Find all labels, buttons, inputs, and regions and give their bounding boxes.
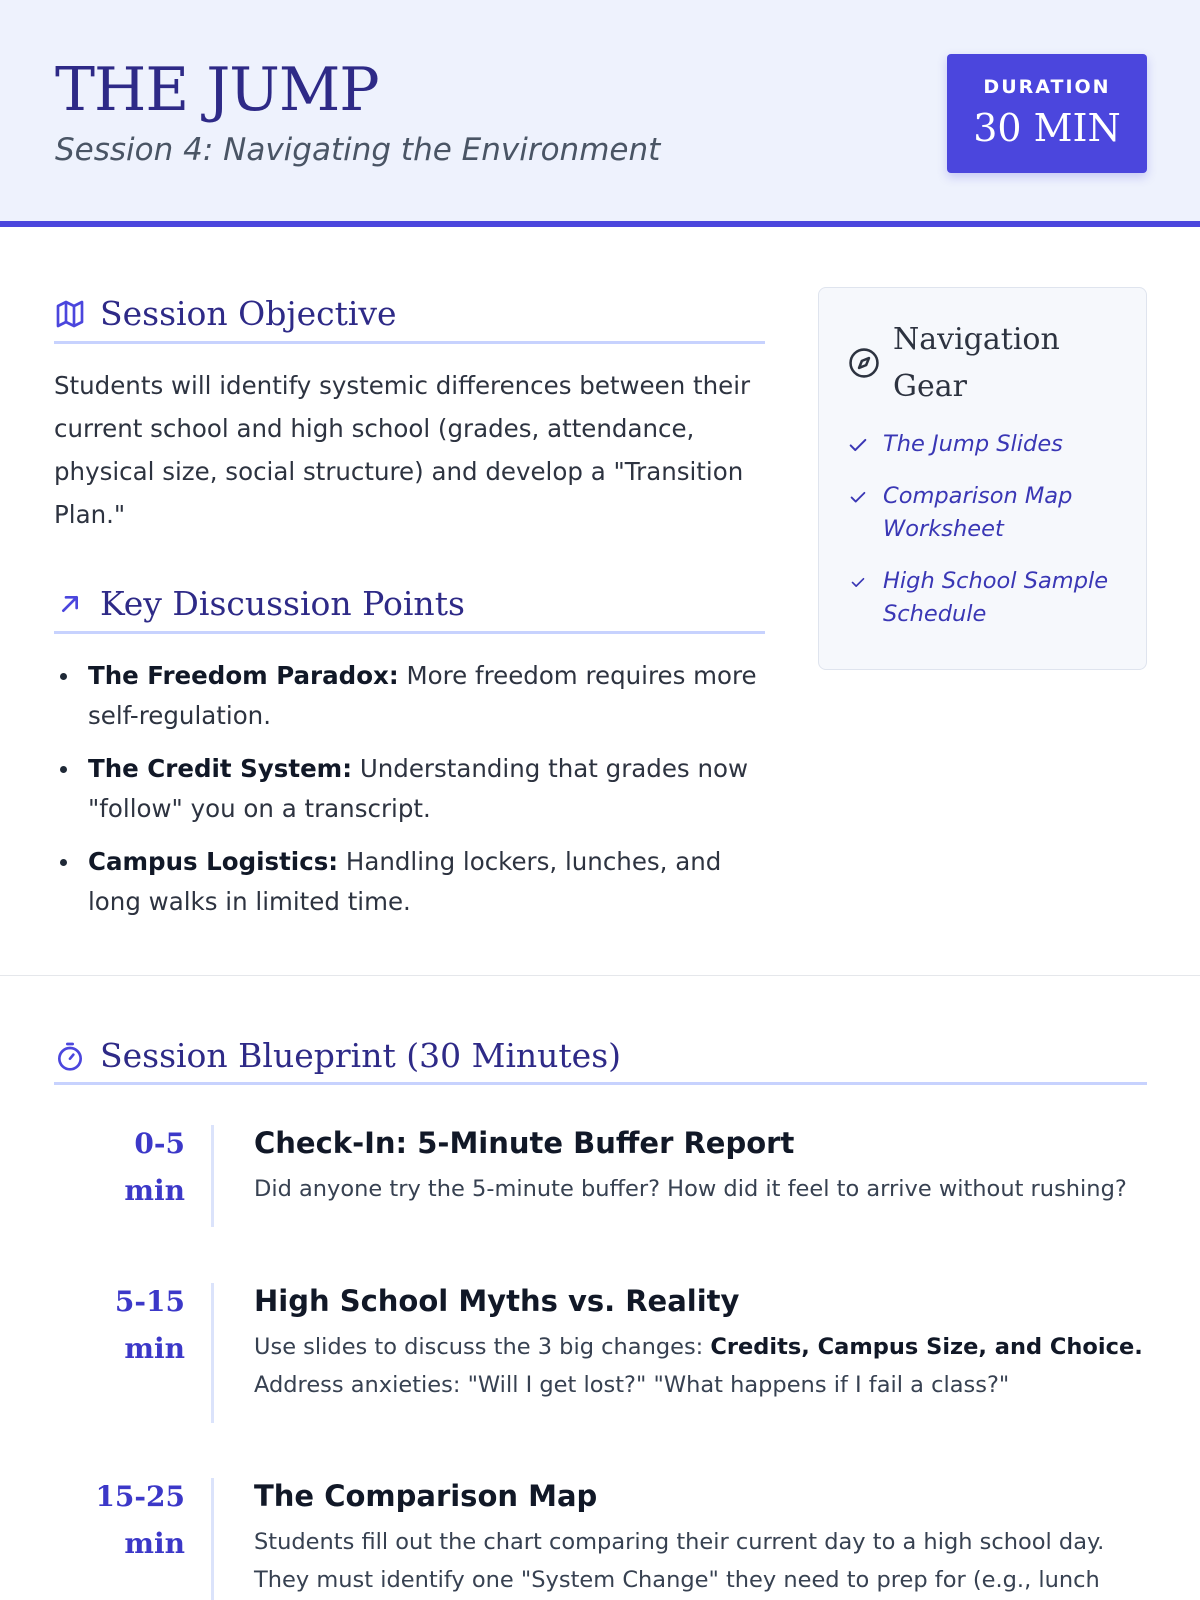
page-subtitle: Session 4: Navigating the Environment xyxy=(55,132,661,168)
duration-value: 30 MIN xyxy=(973,106,1121,150)
objective-text: Students will identify systemic differences between their current school and high school (grades, attendance, physical size, social structure) and develop a "Transition Plan." xyxy=(54,371,751,529)
arrow-up-right-icon xyxy=(54,588,86,620)
blueprint-heading xyxy=(54,1029,1147,1085)
blueprint-heading-text: Session Blueprint (30 Minutes) xyxy=(100,1035,622,1075)
timeline-title: High School Myths vs. Reality xyxy=(254,1284,740,1318)
stopwatch-icon xyxy=(54,1040,86,1072)
gear-item: Comparison Map Worksheet xyxy=(883,483,1073,542)
list-item xyxy=(54,842,764,922)
timeline-bar xyxy=(211,1283,214,1423)
duration-label: DURATION xyxy=(983,76,1111,98)
discussion-heading xyxy=(54,576,765,634)
gear-item: The Jump Slides xyxy=(883,431,1063,457)
timeline-desc: Students fill out the chart comparing their current day to a high school day. They must identify one "System Change" they need to prep for (e.g., lunch xyxy=(254,1529,1105,1593)
timeline-bar xyxy=(211,1125,214,1227)
timeline-title: The Comparison Map xyxy=(254,1479,598,1513)
objective-heading-text: Session Objective xyxy=(100,293,397,333)
navigation-gear-card xyxy=(818,287,1147,670)
discussion-list xyxy=(54,656,764,935)
map-icon xyxy=(54,298,86,330)
compass-icon xyxy=(847,346,881,380)
discussion-heading-text: Key Discussion Points xyxy=(100,583,465,623)
list-item xyxy=(847,480,1137,546)
timeline-time: 0-5 min xyxy=(124,1127,185,1207)
list-item xyxy=(847,428,1137,461)
list-item xyxy=(847,565,1137,631)
gear-title: Navigation Gear xyxy=(893,322,1060,404)
point-text: Handling lockers, lunches, and long walks in limited time. xyxy=(88,847,722,916)
list-item xyxy=(54,656,764,736)
check-icon xyxy=(847,434,869,456)
page-header xyxy=(0,0,1200,227)
point-text: More freedom requires more self-regulation. xyxy=(88,661,757,730)
timeline-time: 15-25 min xyxy=(95,1480,185,1560)
gear-item: High School Sample Schedule xyxy=(883,568,1109,627)
check-icon xyxy=(847,486,869,508)
objective-heading xyxy=(54,286,765,344)
timeline-bar xyxy=(211,1478,214,1600)
timeline-time: 5-15 min xyxy=(114,1285,185,1365)
point-text: Understanding that grades now "follow" you on a transcript. xyxy=(88,754,749,823)
duration-badge xyxy=(947,54,1147,173)
point-term: Campus Logistics: xyxy=(88,847,339,876)
timeline-desc: Use slides to discuss the 3 big changes: Credits, Campus Size, and Choice. Address anxieties: "Will I get lost?" "What happens if I fail a class?" xyxy=(254,1334,1143,1398)
point-term: The Credit System: xyxy=(88,754,353,783)
list-item xyxy=(54,749,764,829)
page-title: THE JUMP xyxy=(55,55,379,125)
check-icon xyxy=(847,571,869,593)
section-divider xyxy=(0,975,1200,976)
point-term: The Freedom Paradox: xyxy=(88,661,399,690)
timeline-title: Check-In: 5-Minute Buffer Report xyxy=(254,1126,795,1160)
timeline-desc: Did anyone try the 5-minute buffer? How did it feel to arrive without rushing? xyxy=(254,1176,1127,1202)
